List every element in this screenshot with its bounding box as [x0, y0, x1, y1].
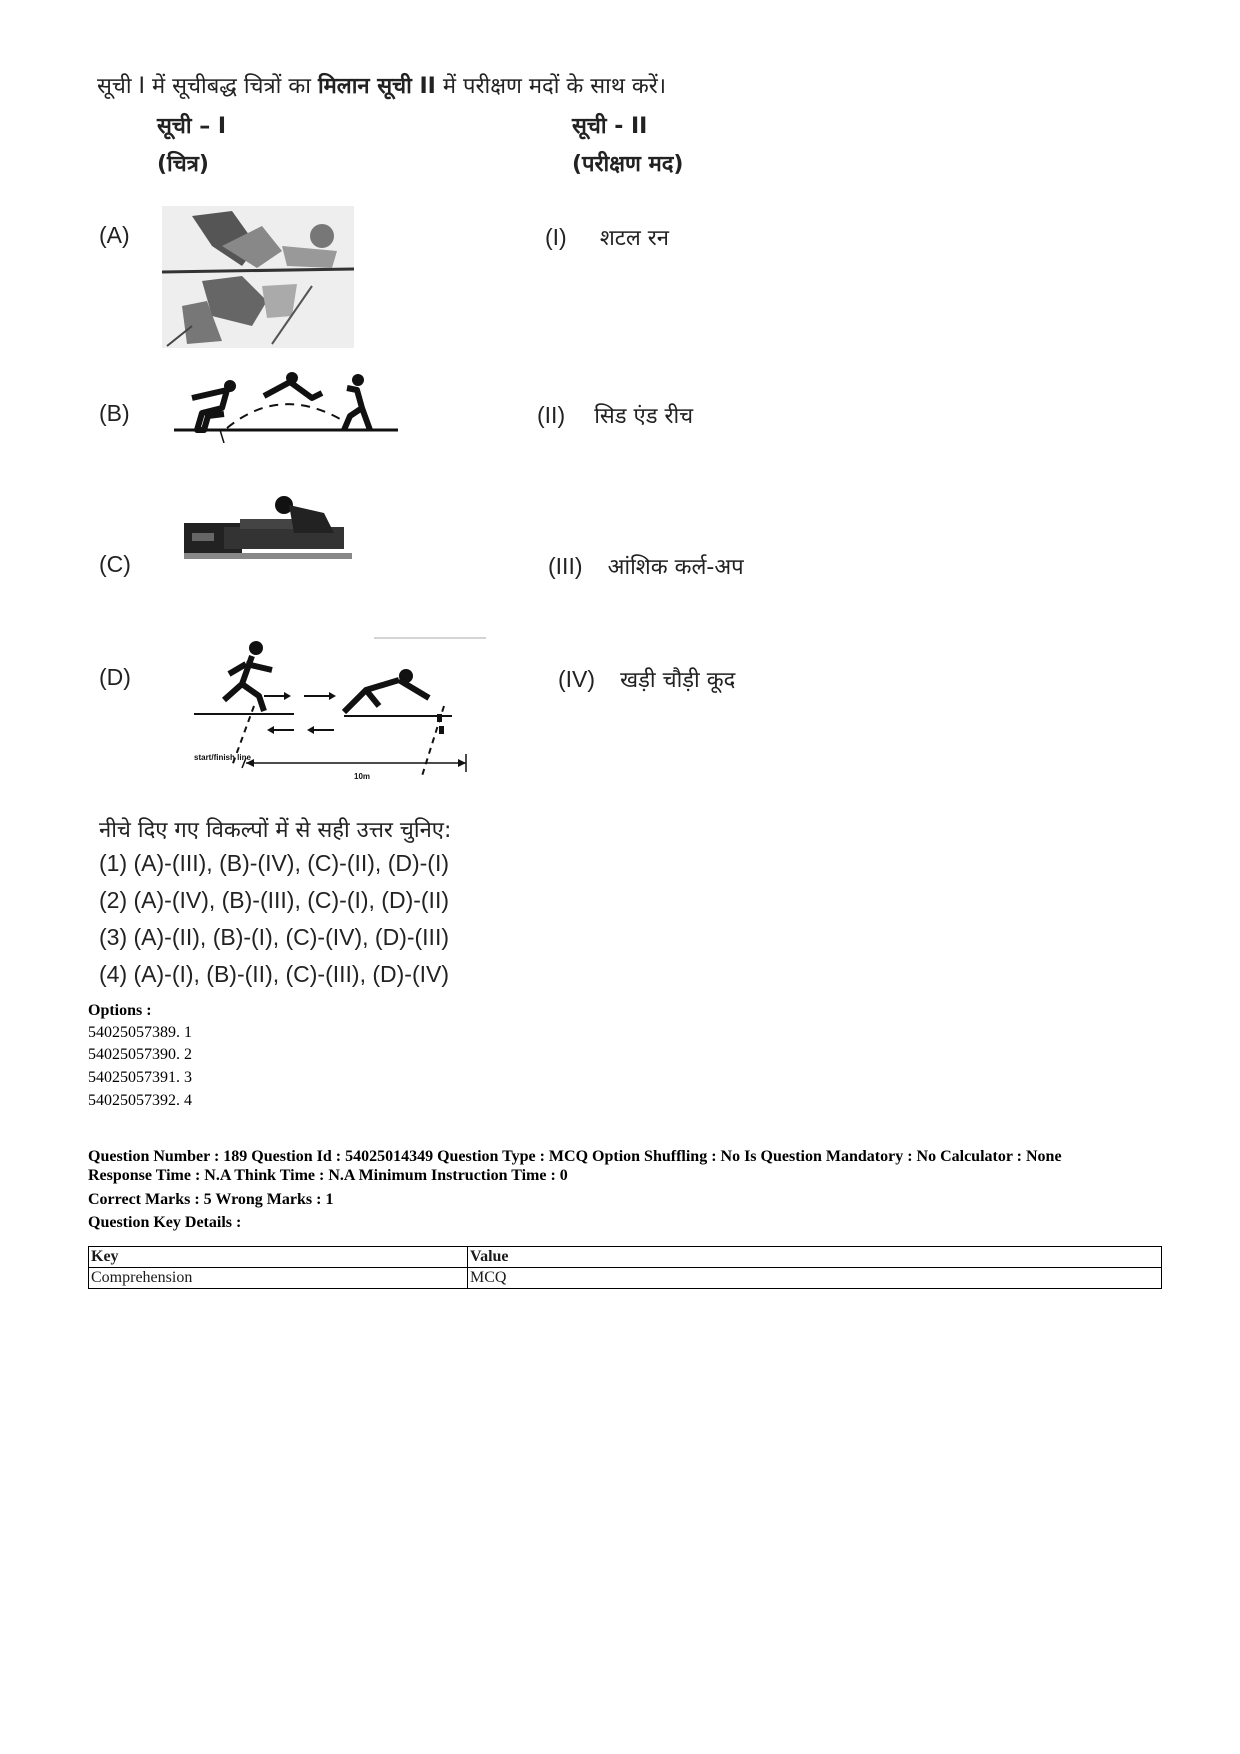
key-details-heading: Question Key Details :: [88, 1214, 242, 1231]
intro-text-a: सूची I में सूचीबद्ध चित्रों का: [97, 74, 311, 99]
list2-subtitle: (परीक्षण मद): [572, 152, 684, 177]
list1-label-d: (D): [99, 664, 131, 690]
answer-choice-2: (2) (A)-(IV), (B)-(III), (C)-(I), (D)-(II): [99, 887, 449, 913]
list2-text-2: सिड एंड रीच: [594, 404, 694, 429]
table-row: [89, 1268, 1162, 1289]
intro-text-b: में परीक्षण मदों के साथ करें।: [442, 74, 667, 99]
shuttle-run-diagram: [194, 636, 490, 786]
list2-item-1: [545, 222, 669, 252]
hurdle-jump-icon: [162, 206, 354, 348]
table-header-key: Key: [89, 1247, 468, 1268]
marks-line: Correct Marks : 5 Wrong Marks : 1: [88, 1191, 334, 1208]
shuttle-run-icon: [194, 636, 490, 786]
option-item-2: 54025057390. 2: [88, 1046, 192, 1063]
list2-label-4: (IV): [558, 666, 596, 692]
sit-and-reach-photo: [184, 493, 352, 559]
start-finish-label: start/finish line: [194, 753, 251, 762]
answer-choice-4: (4) (A)-(I), (B)-(II), (C)-(III), (D)-(IV): [99, 961, 449, 987]
question-key-table: [88, 1246, 1162, 1289]
sit-and-reach-icon: [184, 493, 352, 559]
list1-label-a: (A): [99, 222, 130, 248]
list2-text-4: खड़ी चौड़ी कूद: [620, 668, 736, 693]
question-meta-line2: Response Time : N.A Think Time : N.A Minimum Instruction Time : 0: [88, 1167, 568, 1184]
option-item-3: 54025057391. 3: [88, 1069, 192, 1086]
list2-item-3: [548, 551, 744, 581]
question-meta-line1: Question Number : 189 Question Id : 54025014349 Question Type : MCQ Option Shuffling : No Is Question Mandatory : No Calculator : None: [88, 1148, 1062, 1165]
list1-label-c: (C): [99, 551, 131, 577]
list2-item-4: [558, 664, 735, 694]
answer-choice-3: (3) (A)-(II), (B)-(I), (C)-(IV), (D)-(III): [99, 924, 449, 950]
list2-item-2: [537, 400, 693, 430]
question-intro: [97, 70, 666, 100]
list2-text-1: शटल रन: [599, 226, 669, 251]
answer-choice-1: (1) (A)-(III), (B)-(IV), (C)-(II), (D)-(I): [99, 850, 449, 876]
hurdle-jump-photo: [162, 206, 354, 348]
table-cell-value: MCQ: [468, 1268, 1162, 1289]
list2-label-1: (I): [545, 224, 567, 250]
table-header-row: [89, 1247, 1162, 1268]
distance-label: 10m: [354, 772, 371, 781]
table-header-value: Value: [468, 1247, 1162, 1268]
standing-broad-jump-icon: [172, 368, 400, 443]
choose-prompt: नीचे दिए गए विकल्पों में से सही उत्तर चुनिए:: [99, 818, 452, 843]
options-heading: Options :: [88, 1002, 152, 1019]
list1-label-b: (B): [99, 400, 130, 426]
list1-title: सूची – I: [157, 114, 227, 139]
list2-title: सूची - II: [572, 114, 648, 139]
table-cell-key: Comprehension: [89, 1268, 468, 1289]
list2-label-3: (III): [548, 553, 583, 579]
standing-broad-jump-diagram: [172, 368, 400, 443]
list1-subtitle: (चित्र): [157, 152, 209, 177]
option-item-1: 54025057389. 1: [88, 1024, 192, 1041]
list2-text-3: आंशिक कर्ल-अप: [607, 555, 744, 580]
option-item-4: 54025057392. 4: [88, 1092, 192, 1109]
intro-text-bold: मिलान सूची II: [317, 74, 436, 99]
list2-label-2: (II): [537, 402, 566, 428]
